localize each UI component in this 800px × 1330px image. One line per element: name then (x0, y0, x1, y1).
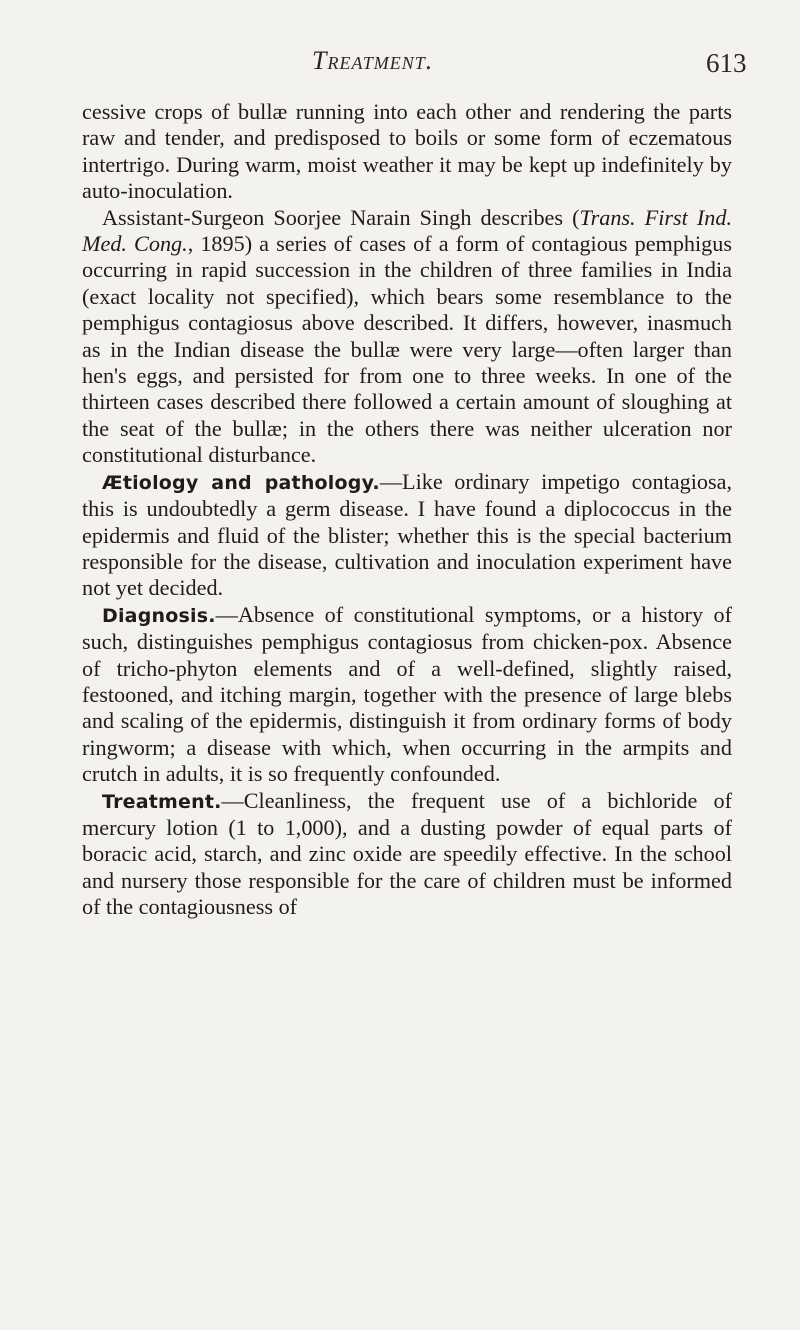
paragraph-text: Assistant-Surgeon Soorjee Narain Singh describes ( (102, 204, 580, 230)
paragraph-text: —Absence of constitutional symptoms, or a history of such, distinguishes pemphigus contagiosus from chicken-pox. Absence of tricho-phyton elements and of a well-defined, slightly raised, festooned, and itching margin, together with the presence of large blebs and scaling of the epidermis, distinguish it from ordinary forms of body ringworm; a disease with which, when occurring in the armpits and crutch in adults, it is so frequently confounded. (82, 601, 732, 787)
section-heading-treatment: Treatment. (102, 790, 222, 813)
paragraph-diagnosis (82, 602, 732, 788)
body-text (82, 99, 732, 921)
paragraph-text: , 1895) a series of cases of a form of contagious pemphigus occurring in rapid succession in the children of three families in India (exact locality not specified), which bears some resemblance to the pemphigus contagiosus above described. It differs, however, inasmuch as in the Indian disease the bullæ were very large—often larger than hen's eggs, and persisted for from one to three weeks. In one of the thirteen cases described there followed a certain amount of sloughing at the seat of the bullæ; in the others there was neither ulceration nor constitutional disturbance. (82, 231, 732, 468)
running-head (0, 40, 800, 80)
paragraph-text: cessive crops of bullæ running into each other and rendering the parts raw and tender, and predisposed to boils or some form of eczematous intertrigo. During warm, moist weather it may be kept up indefinitely by auto-inoculation. (82, 99, 732, 204)
paragraph-treatment (82, 788, 732, 921)
paragraph-aetiology (82, 469, 732, 602)
running-title: Treatment. (312, 46, 434, 75)
page-number: 613 (706, 48, 747, 78)
paragraph-text: —Cleanliness, the frequent use of a bichloride of mercury lotion (1 to 1,000), and a dusting powder of equal parts of boracic acid, starch, and zinc oxide are speedily effective. In the school and nursery those responsible for the care of children must be informed of the contagiousness of (82, 787, 732, 920)
section-heading-aetiology: Ætiology and pathology. (102, 471, 380, 494)
citation: Trans. First Ind. Med. Cong. (82, 204, 732, 257)
paragraph-continuation (82, 99, 732, 205)
section-heading-diagnosis: Diagnosis. (102, 604, 216, 627)
paragraph-text: —Like ordinary impetigo contagiosa, this is undoubtedly a germ disease. I have found a diplococcus in the epidermis and fluid of the blister; whether this is the special bacterium responsible for the disease, cultivation and inoculation experiment have not yet decided. (82, 468, 733, 601)
paragraph-case-report (82, 205, 732, 469)
